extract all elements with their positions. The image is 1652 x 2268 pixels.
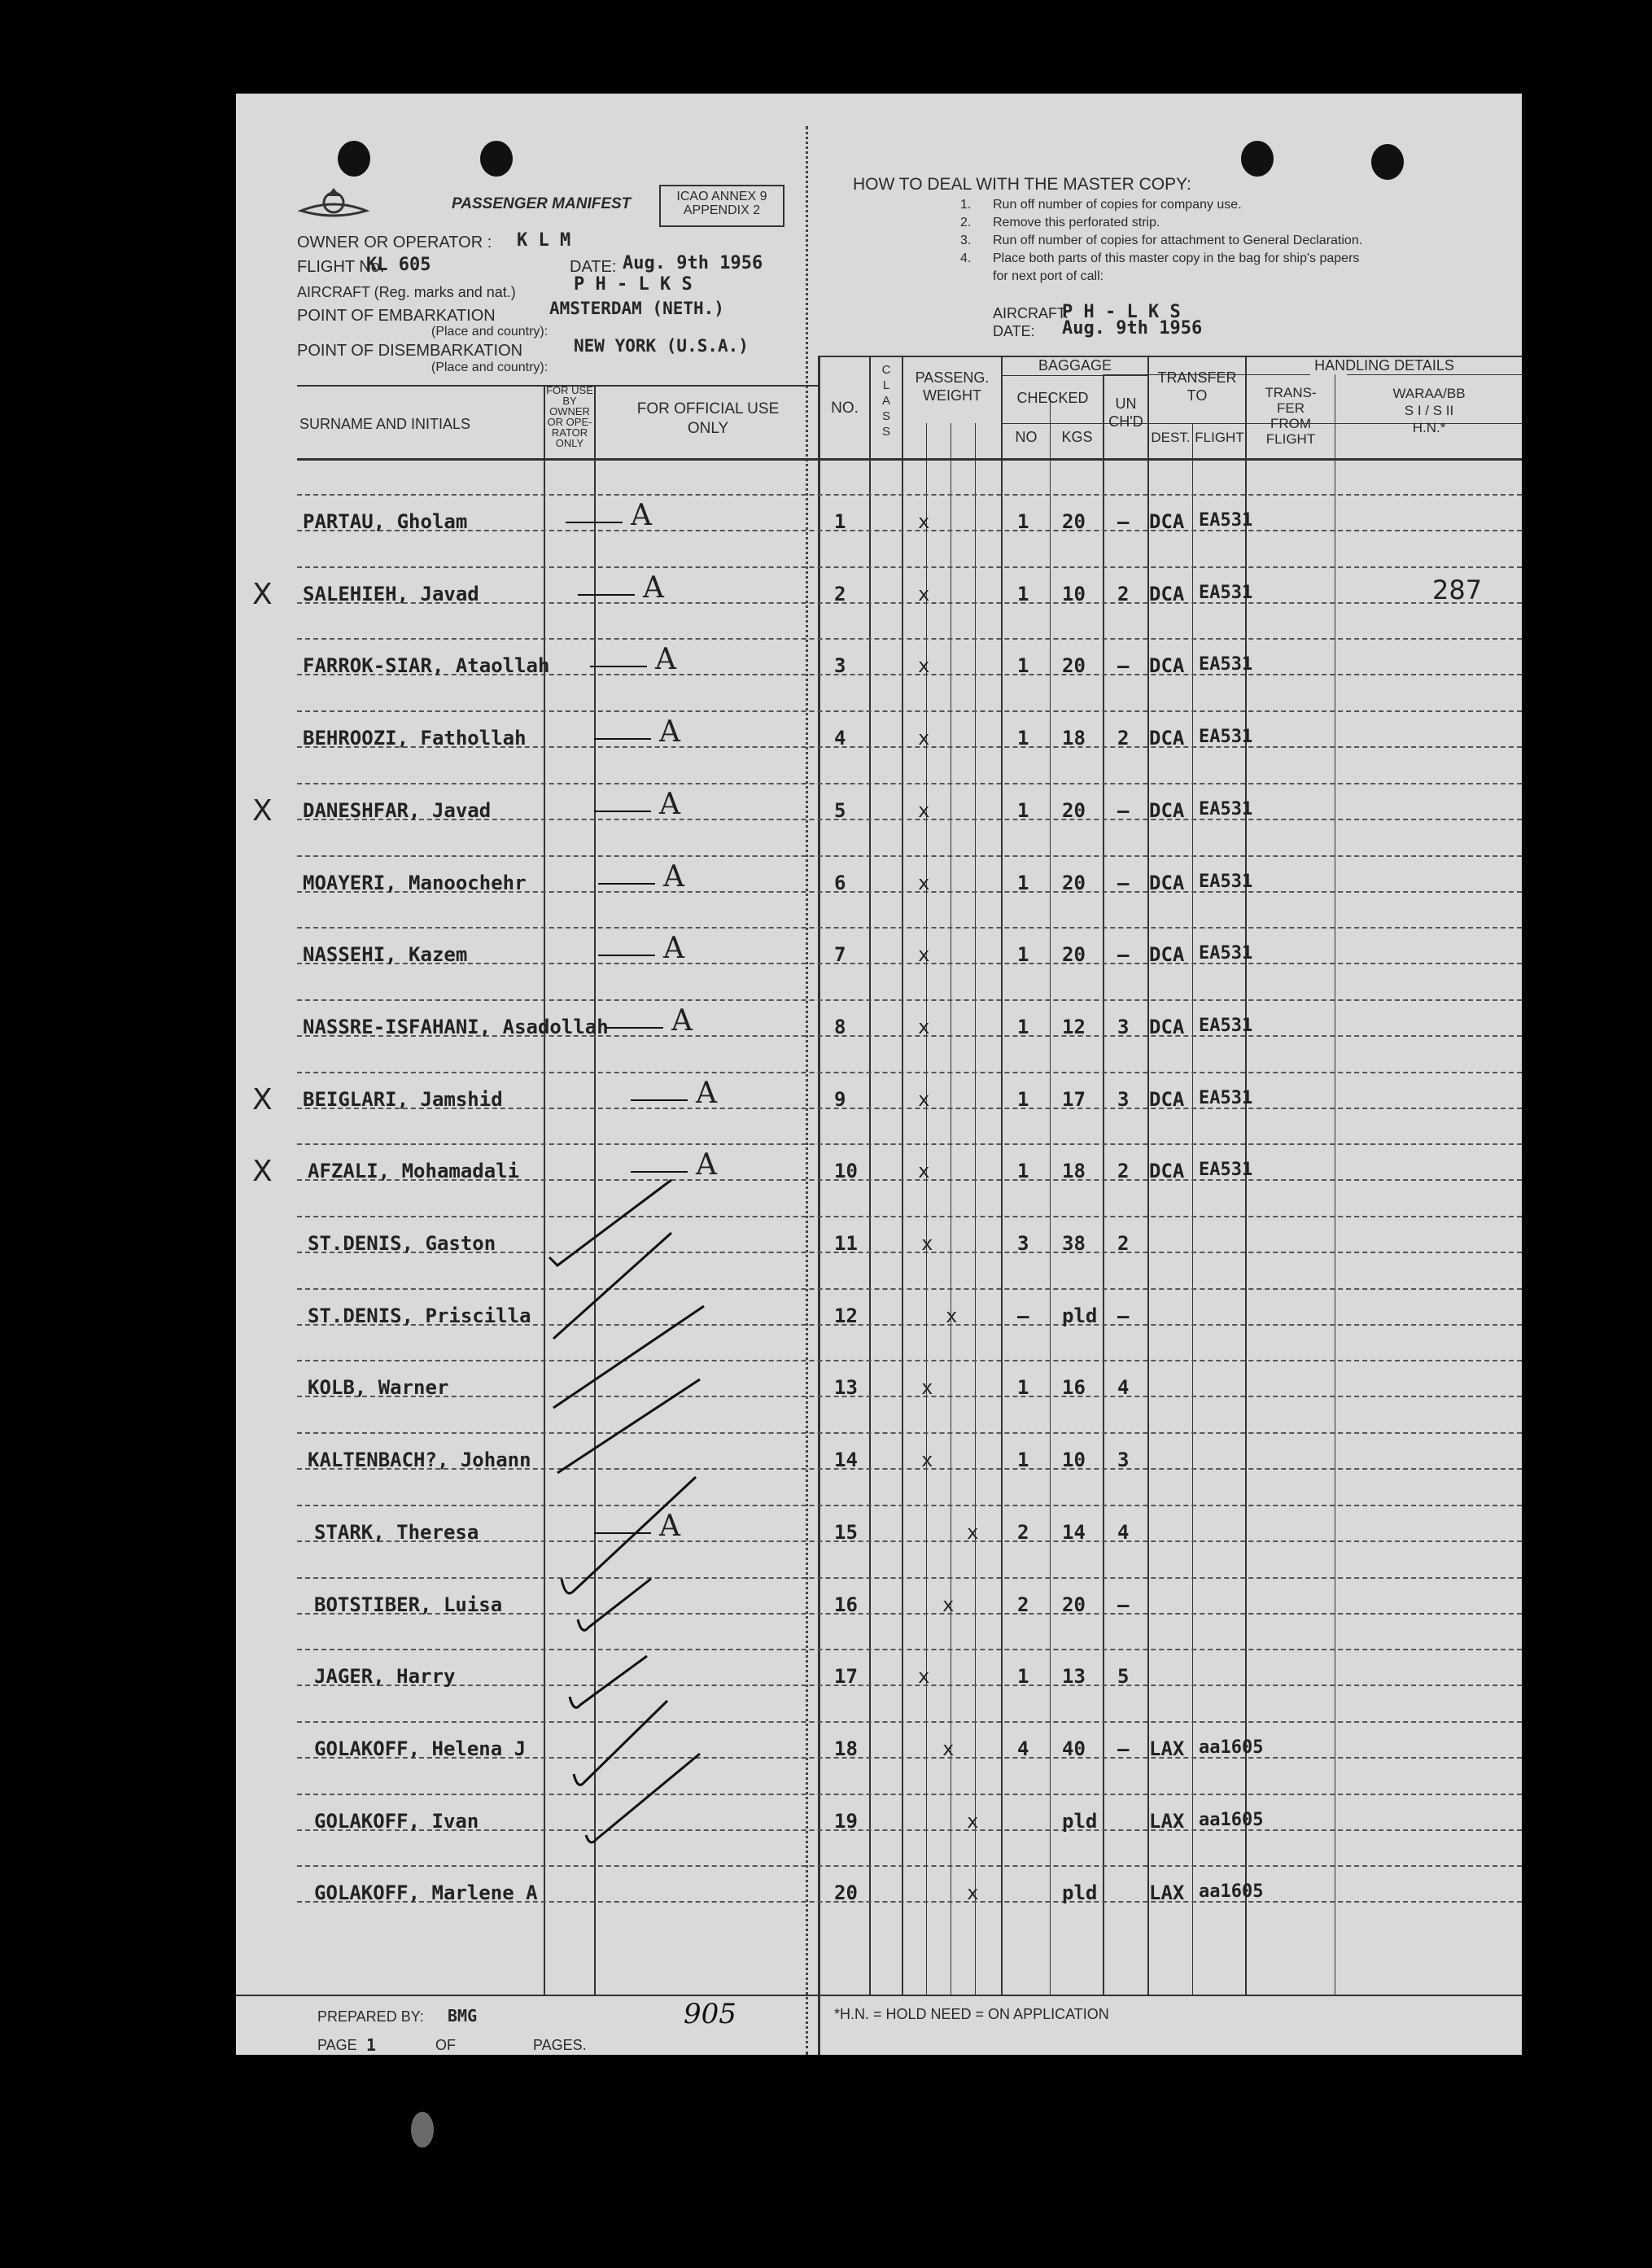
transfer-flight: EA531	[1199, 582, 1253, 603]
passenger-name: NASSEHI, Kazem	[303, 943, 468, 967]
row-rule	[297, 1505, 1522, 1506]
handwritten-mark: A	[671, 1003, 693, 1038]
prepared-by-value: BMG	[448, 2006, 478, 2025]
instruction-item: 2. Remove this perforated strip.	[960, 216, 1160, 229]
handwritten-dash	[598, 955, 655, 956]
passenger-number: 5	[834, 798, 846, 822]
row-rule	[297, 1794, 1522, 1795]
handwritten-mark: A	[631, 499, 652, 532]
handwritten-dash	[594, 1532, 651, 1534]
passenger-number: 15	[834, 1520, 858, 1544]
transfer-flight: EA531	[1199, 798, 1253, 819]
weight-mark: x	[918, 798, 930, 822]
passenger-number: 7	[834, 943, 846, 967]
col-handling: HANDLING DETAILS	[1314, 357, 1454, 374]
passenger-name: KALTENBACH?, Johann	[308, 1449, 531, 1472]
check-mark-icon	[557, 1379, 700, 1473]
baggage-count: 1	[1017, 1087, 1029, 1111]
check-mark-icon	[574, 1701, 667, 1785]
baggage-count: 1	[1017, 1160, 1029, 1183]
handwritten-dash	[606, 1027, 663, 1029]
instruction-item: for next port of call:	[993, 269, 1104, 283]
baggage-kgs: pld	[1062, 1809, 1098, 1833]
passenger-name: PARTAU, Gholam	[303, 510, 468, 533]
instruction-item: 3. Run off number of copies for attachment to General Declaration.	[960, 234, 1363, 247]
col-waraa: WARAA/BB S I / S II H.N.*	[1392, 386, 1466, 435]
weight-mark: x	[918, 1015, 930, 1038]
handwritten-dash	[594, 811, 651, 812]
baggage-count: 1	[1017, 943, 1029, 967]
baggage-kgs: 20	[1062, 798, 1086, 822]
passenger-number: 2	[834, 582, 846, 605]
baggage-count: 3	[1017, 1232, 1029, 1255]
unchecked-count: –	[1117, 1593, 1130, 1616]
baggage-kgs: 18	[1062, 727, 1086, 750]
col-kgs: KGS	[1061, 429, 1093, 445]
disembarkation-value: NEW YORK (U.S.A.)	[574, 336, 749, 356]
row-rule	[297, 1396, 1522, 1397]
transfer-flight: EA531	[1199, 1015, 1253, 1036]
passenger-name: FARROK-SIAR, Ataollah	[303, 654, 550, 678]
passenger-number: 10	[834, 1160, 858, 1183]
weight-mark: x	[946, 1304, 958, 1327]
handwritten-mark: A	[659, 715, 680, 749]
unchecked-count: 4	[1117, 1520, 1130, 1544]
embarkation-label: POINT OF EMBARKATION	[297, 307, 496, 325]
transfer-dest: DCA	[1149, 943, 1185, 967]
baggage-kgs: pld	[1062, 1881, 1098, 1905]
row-rule	[297, 927, 1522, 929]
handwritten-dash	[594, 738, 651, 740]
weight-mark: x	[918, 943, 930, 967]
col-transfer: TRANSFER TO	[1157, 369, 1237, 404]
baggage-count: 1	[1017, 1376, 1029, 1400]
weight-mark: x	[921, 1376, 933, 1400]
handwritten-x: X	[252, 1082, 273, 1117]
handwritten-dash	[566, 522, 623, 523]
unchecked-count: 2	[1117, 1160, 1130, 1183]
hold-need: 287	[1432, 574, 1483, 605]
baggage-kgs: 38	[1062, 1232, 1086, 1255]
weight-mark: x	[967, 1881, 979, 1905]
passenger-name: KOLB, Warner	[308, 1376, 449, 1400]
transfer-dest: DCA	[1149, 727, 1185, 750]
unchecked-count: –	[1117, 943, 1130, 967]
baggage-kgs: 10	[1062, 1449, 1086, 1472]
unchecked-count: –	[1117, 654, 1130, 678]
col-surname: SURNAME AND INITIALS	[299, 416, 471, 432]
transfer-dest: DCA	[1149, 871, 1185, 894]
col-baggage: BAGGAGE	[1038, 357, 1112, 374]
weight-mark: x	[918, 727, 930, 750]
aircraft-label: AIRCRAFT (Reg. marks and nat.)	[297, 284, 516, 300]
row-rule	[297, 494, 1522, 496]
transfer-flight: EA531	[1199, 871, 1253, 892]
passenger-number: 9	[834, 1087, 846, 1111]
baggage-count: 1	[1017, 1665, 1029, 1689]
handwritten-dash	[631, 1171, 688, 1173]
row-rule	[297, 1360, 1522, 1361]
passenger-name: AFZALI, Mohamadali	[308, 1160, 520, 1183]
handwritten-x: X	[252, 577, 273, 611]
passenger-number: 17	[834, 1665, 858, 1689]
unchecked-count: –	[1117, 1304, 1130, 1327]
manifest-title: PASSENGER MANIFEST	[452, 195, 632, 212]
row-rule	[297, 1685, 1522, 1686]
transfer-dest: LAX	[1149, 1881, 1185, 1905]
row-rule	[297, 999, 1522, 1001]
weight-mark: x	[918, 1087, 930, 1111]
weight-mark: x	[942, 1737, 955, 1760]
row-rule	[297, 855, 1522, 857]
hold-need-note: *H.N. = HOLD NEED = ON APPLICATION	[834, 2006, 1109, 2022]
transfer-dest: LAX	[1149, 1737, 1185, 1760]
baggage-count: 1	[1017, 510, 1029, 533]
check-mark-icon	[578, 1579, 651, 1630]
col-checked: CHECKED	[1016, 390, 1089, 406]
baggage-kgs: 18	[1062, 1160, 1086, 1183]
baggage-kgs: 17	[1062, 1087, 1086, 1111]
col-weight: PASSENG. WEIGHT	[915, 369, 990, 404]
check-mark-icon	[553, 1233, 671, 1339]
owner-label: OWNER OR OPERATOR :	[297, 234, 492, 251]
passenger-name: JAGER, Harry	[314, 1665, 456, 1689]
unchecked-count: –	[1117, 510, 1130, 533]
passenger-number: 4	[834, 727, 846, 750]
handwritten-mark: A	[659, 787, 680, 821]
row-rule	[297, 1072, 1522, 1073]
col-official-use: FOR OFFICIAL USE ONLY	[636, 400, 780, 437]
passenger-number: 3	[834, 654, 846, 678]
instruction-item: 1. Run off number of copies for company use.	[960, 198, 1242, 212]
baggage-kgs: 13	[1062, 1665, 1086, 1689]
baggage-count: 1	[1017, 727, 1029, 750]
passenger-name: DANESHFAR, Javad	[303, 798, 492, 822]
passenger-number: 18	[834, 1737, 858, 1760]
place-country-label: (Place and country):	[431, 325, 548, 339]
instr-aircraft-value: P H - L K S	[1062, 302, 1181, 322]
baggage-kgs: 10	[1062, 582, 1086, 605]
unchecked-count: 4	[1117, 1376, 1130, 1400]
baggage-count: –	[1017, 1304, 1029, 1327]
baggage-kgs: 20	[1062, 654, 1086, 678]
transfer-dest: DCA	[1149, 510, 1185, 533]
col-unchecked: UN CH'D	[1108, 395, 1143, 430]
transfer-dest: DCA	[1149, 798, 1185, 822]
disembarkation-label: POINT OF DISEMBARKATION	[297, 342, 523, 360]
weight-mark: x	[918, 1160, 930, 1183]
transfer-dest: DCA	[1149, 1015, 1185, 1038]
handwritten-mark: A	[663, 932, 684, 966]
row-rule	[297, 1540, 1522, 1542]
unchecked-count: –	[1117, 798, 1130, 822]
baggage-count: 1	[1017, 582, 1029, 605]
row-rule	[297, 1432, 1522, 1434]
transfer-flight: EA531	[1199, 1087, 1253, 1108]
annex-line: ICAO ANNEX 9	[676, 190, 767, 203]
passenger-number: 8	[834, 1015, 846, 1038]
handwritten-mark: A	[696, 1076, 717, 1110]
baggage-kgs: 40	[1062, 1737, 1086, 1760]
baggage-kgs: 20	[1062, 510, 1086, 533]
date-label: DATE:	[570, 258, 617, 276]
manifest-sheet	[236, 94, 1522, 2055]
weight-mark: x	[967, 1520, 979, 1544]
passenger-name: BEIGLARI, Jamshid	[303, 1087, 503, 1111]
transfer-flight: EA531	[1199, 943, 1253, 964]
baggage-count: 1	[1017, 798, 1029, 822]
handwritten-x: X	[252, 793, 273, 828]
transfer-flight: aa1605	[1199, 1809, 1264, 1830]
passenger-name: BOTSTIBER, Luisa	[314, 1593, 503, 1616]
of-label: OF	[435, 2037, 456, 2053]
passenger-number: 14	[834, 1449, 858, 1472]
passenger-number: 6	[834, 871, 846, 894]
handwritten-dash	[631, 1099, 688, 1101]
transfer-dest: DCA	[1149, 582, 1185, 605]
handwritten-mark: A	[663, 859, 684, 894]
row-rule	[297, 783, 1522, 784]
row-rule	[297, 1865, 1522, 1867]
passenger-name: ST.DENIS, Gaston	[308, 1232, 496, 1255]
pages-label: PAGES.	[533, 2037, 587, 2053]
transfer-dest: DCA	[1149, 1160, 1185, 1183]
weight-mark: x	[918, 871, 930, 894]
passenger-number: 1	[834, 510, 846, 533]
page-label: PAGE	[317, 2037, 357, 2053]
weight-mark: x	[918, 510, 930, 533]
baggage-kgs: 12	[1062, 1015, 1086, 1038]
instr-date-value: Aug. 9th 1956	[1062, 318, 1203, 339]
unchecked-count: 2	[1117, 582, 1130, 605]
col-transfer-from: TRANS- FER FROM FLIGHT	[1265, 385, 1317, 447]
row-rule	[297, 1721, 1522, 1723]
instructions-title: HOW TO DEAL WITH THE MASTER COPY:	[853, 175, 1191, 194]
passenger-name: MOAYERI, Manoochehr	[303, 871, 527, 894]
weight-mark: x	[918, 654, 930, 678]
baggage-count: 2	[1017, 1593, 1029, 1616]
handwritten-mark: A	[659, 1509, 680, 1543]
flight-label: FLIGHT No.	[297, 258, 385, 276]
handwritten-dash	[598, 883, 655, 885]
transfer-flight: EA531	[1199, 654, 1253, 675]
transfer-dest: DCA	[1149, 654, 1185, 678]
row-rule	[297, 1288, 1522, 1290]
handwritten-dash	[578, 594, 635, 596]
baggage-count: 2	[1017, 1520, 1029, 1544]
appendix-line: APPENDIX 2	[683, 203, 761, 217]
check-mark-icon	[570, 1656, 647, 1707]
embarkation-value: AMSTERDAM (NETH.)	[549, 299, 724, 318]
weight-mark: x	[921, 1232, 933, 1255]
weight-mark: x	[921, 1449, 933, 1472]
col-dest: DEST.	[1151, 430, 1191, 445]
row-rule	[297, 963, 1522, 964]
aircraft-value: P H - L K S	[574, 274, 693, 295]
passenger-number: 13	[834, 1376, 858, 1400]
baggage-count: 1	[1017, 1015, 1029, 1038]
passenger-name: GOLAKOFF, Marlene A	[314, 1881, 538, 1905]
baggage-count: 4	[1017, 1737, 1029, 1760]
row-rule	[297, 1829, 1522, 1831]
baggage-kgs: 20	[1062, 1593, 1086, 1616]
unchecked-count: 5	[1117, 1665, 1130, 1689]
row-rule	[297, 566, 1522, 568]
baggage-count: 1	[1017, 871, 1029, 894]
passenger-number: 20	[834, 1881, 858, 1905]
passenger-name: STARK, Theresa	[314, 1520, 479, 1544]
prepared-by-label: PREPARED BY:	[317, 2008, 424, 2025]
baggage-kgs: 16	[1062, 1376, 1086, 1400]
transfer-flight: EA531	[1199, 1160, 1253, 1181]
unchecked-count: 3	[1117, 1087, 1130, 1111]
transfer-flight: aa1605	[1199, 1737, 1264, 1758]
passenger-number: 19	[834, 1809, 858, 1833]
weight-mark: x	[942, 1593, 955, 1616]
passenger-number: 12	[834, 1304, 858, 1327]
col-class: C L A S S	[881, 363, 891, 439]
page-value: 1	[366, 2035, 377, 2055]
col-no: NO.	[831, 400, 859, 417]
row-rule	[297, 602, 1522, 604]
col-owner-use: FOR USE BY OWNER OR OPE- RATOR ONLY	[546, 384, 593, 449]
passenger-name: GOLAKOFF, Ivan	[314, 1809, 479, 1833]
handwritten-mark: A	[655, 643, 676, 677]
passenger-name: NASSRE-ISFAHANI, Asadollah	[303, 1015, 609, 1038]
row-rule	[297, 1649, 1522, 1650]
col-flight: FLIGHT	[1195, 430, 1244, 445]
weight-mark: x	[967, 1809, 979, 1833]
flight-value: KL 605	[366, 255, 431, 275]
passenger-number: 16	[834, 1593, 858, 1616]
passenger-name: ST.DENIS, Priscilla	[308, 1304, 531, 1327]
instruction-item: 4. Place both parts of this master copy in the bag for ship's papers	[960, 251, 1360, 265]
col-bag-no: NO	[1015, 429, 1038, 445]
owner-value: K L M	[517, 230, 571, 251]
check-mark-icon	[553, 1306, 704, 1408]
baggage-count: 1	[1017, 654, 1029, 678]
handwritten-x: X	[252, 1155, 273, 1189]
transfer-dest: DCA	[1149, 1087, 1185, 1111]
place-country-label: (Place and country):	[431, 361, 548, 374]
instr-aircraft-label: AIRCRAFT:	[993, 305, 1069, 321]
unchecked-count: –	[1117, 871, 1130, 894]
passenger-name: GOLAKOFF, Helena J	[314, 1737, 527, 1760]
unchecked-count: –	[1117, 1737, 1130, 1760]
transfer-dest: LAX	[1149, 1809, 1185, 1833]
unchecked-count: 2	[1117, 1232, 1130, 1255]
handwritten-dash	[590, 666, 647, 667]
transfer-flight: EA531	[1199, 727, 1253, 748]
handwritten-number: 905	[684, 1998, 736, 2030]
row-rule	[297, 530, 1522, 531]
weight-mark: x	[918, 1665, 930, 1689]
row-rule	[297, 638, 1522, 640]
baggage-count: 1	[1017, 1449, 1029, 1472]
baggage-kgs: 20	[1062, 871, 1086, 894]
baggage-kgs: 20	[1062, 943, 1086, 967]
row-rule	[297, 1216, 1522, 1217]
passenger-number: 11	[834, 1232, 858, 1255]
handwritten-mark: A	[696, 1148, 717, 1182]
passenger-name: SALEHIEH, Javad	[303, 582, 479, 605]
row-rule	[297, 710, 1522, 712]
punch-hole	[411, 2112, 434, 2148]
row-rule	[297, 1143, 1522, 1145]
unchecked-count: 3	[1117, 1449, 1130, 1472]
row-rule	[297, 1577, 1522, 1579]
date-value: Aug. 9th 1956	[623, 253, 763, 273]
handwritten-mark: A	[643, 570, 664, 605]
baggage-kgs: 14	[1062, 1520, 1086, 1544]
transfer-flight: aa1605	[1199, 1881, 1264, 1903]
baggage-kgs: pld	[1062, 1304, 1098, 1327]
passenger-name: BEHROOZI, Fathollah	[303, 727, 527, 750]
transfer-flight: EA531	[1199, 510, 1253, 531]
unchecked-count: 2	[1117, 727, 1130, 750]
instr-date-label: DATE:	[993, 323, 1035, 339]
unchecked-count: 3	[1117, 1015, 1130, 1038]
weight-mark: x	[918, 582, 930, 605]
manifest-table	[236, 94, 1522, 2055]
